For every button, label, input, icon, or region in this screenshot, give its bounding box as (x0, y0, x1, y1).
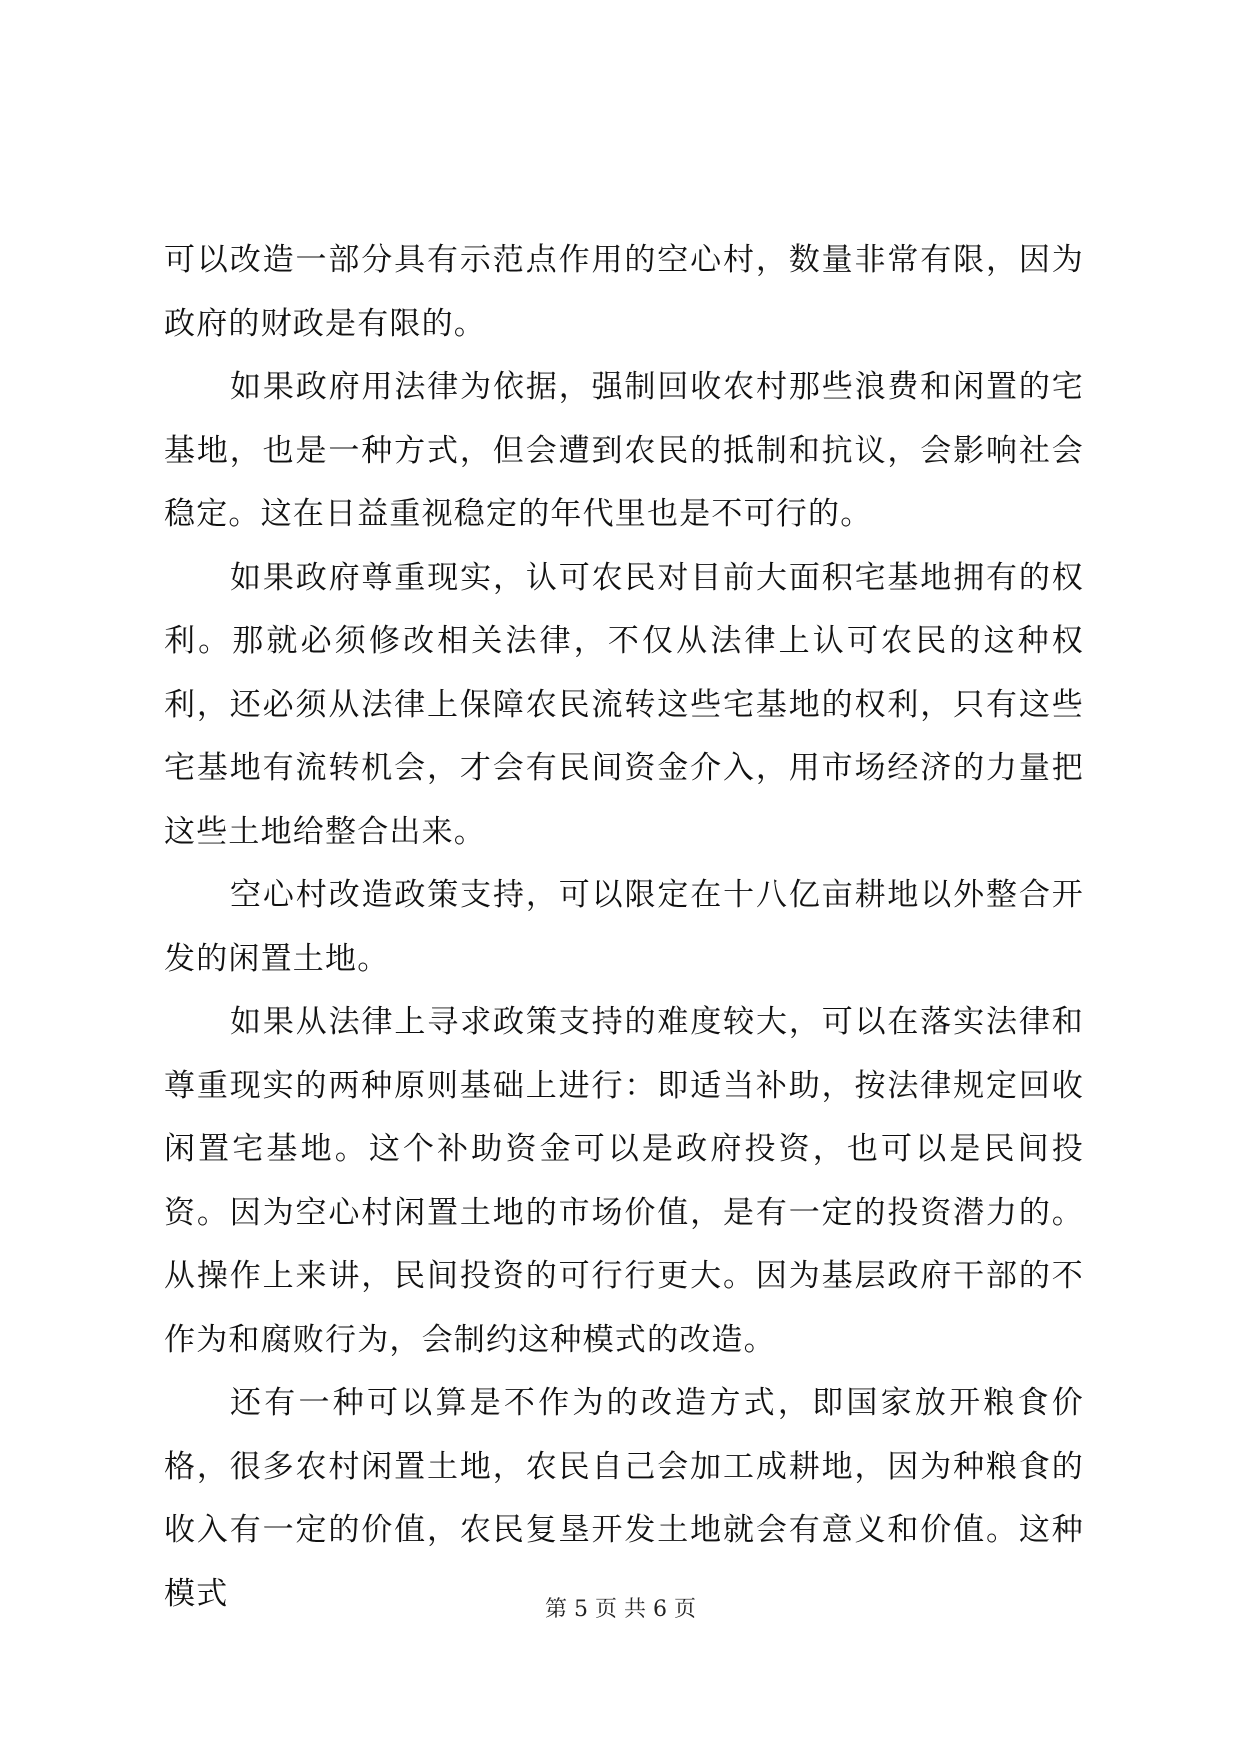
paragraph-homestead-recovery: 如果政府用法律为依据，强制回收农村那些浪费和闲置的宅基地，也是一种方式，但会遭到农民的抵制和抗议，会影响社会稳定。这在日益重视稳定的年代里也是不可行的。 (164, 369, 1084, 532)
paragraph-continued: 可以改造一部分具有示范点作用的空心村，数量非常有限，因为政府的财政是有限的。 (164, 242, 1084, 342)
paragraph-respect-reality: 如果政府尊重现实，认可农民对目前大面积宅基地拥有的权利。那就必须修改相关法律，不仅从法律上认可农民的这种权利，还必须从法律上保障农民流转这些宅基地的权利，只有这些宅基地有流转机会，才会有民间资金介入，用市场经济的力量把这些土地给整合出来。 (164, 559, 1084, 850)
paragraph-grain-price: 还有一种可以算是不作为的改造方式，即国家放开粮食价格，很多农村闲置土地，农民自己会加工成耕地，因为种粮食的收入有一定的价值，农民复垦开发土地就会有意义和价值。这种模式 (164, 1385, 1084, 1612)
page-number-footer: 第 5 页 共 6 页 (545, 1597, 696, 1622)
paragraph-policy-support: 空心村改造政策支持，可以限定在十八亿亩耕地以外整合开发的闲置土地。 (164, 877, 1084, 977)
paragraph-subsidy-model: 如果从法律上寻求政策支持的难度较大，可以在落实法律和尊重现实的两种原则基础上进行：即适当补助，按法律规定回收闲置宅基地。这个补助资金可以是政府投资，也可以是民间投资。因为空心村闲置土地的市场价值，是有一定的投资潜力的。从操作上来讲，民间投资的可行行更大。因为基层政府干部的不作为和腐败行为，会制约这种模式的改造。 (164, 1004, 1084, 1358)
document-body (164, 229, 1084, 1626)
